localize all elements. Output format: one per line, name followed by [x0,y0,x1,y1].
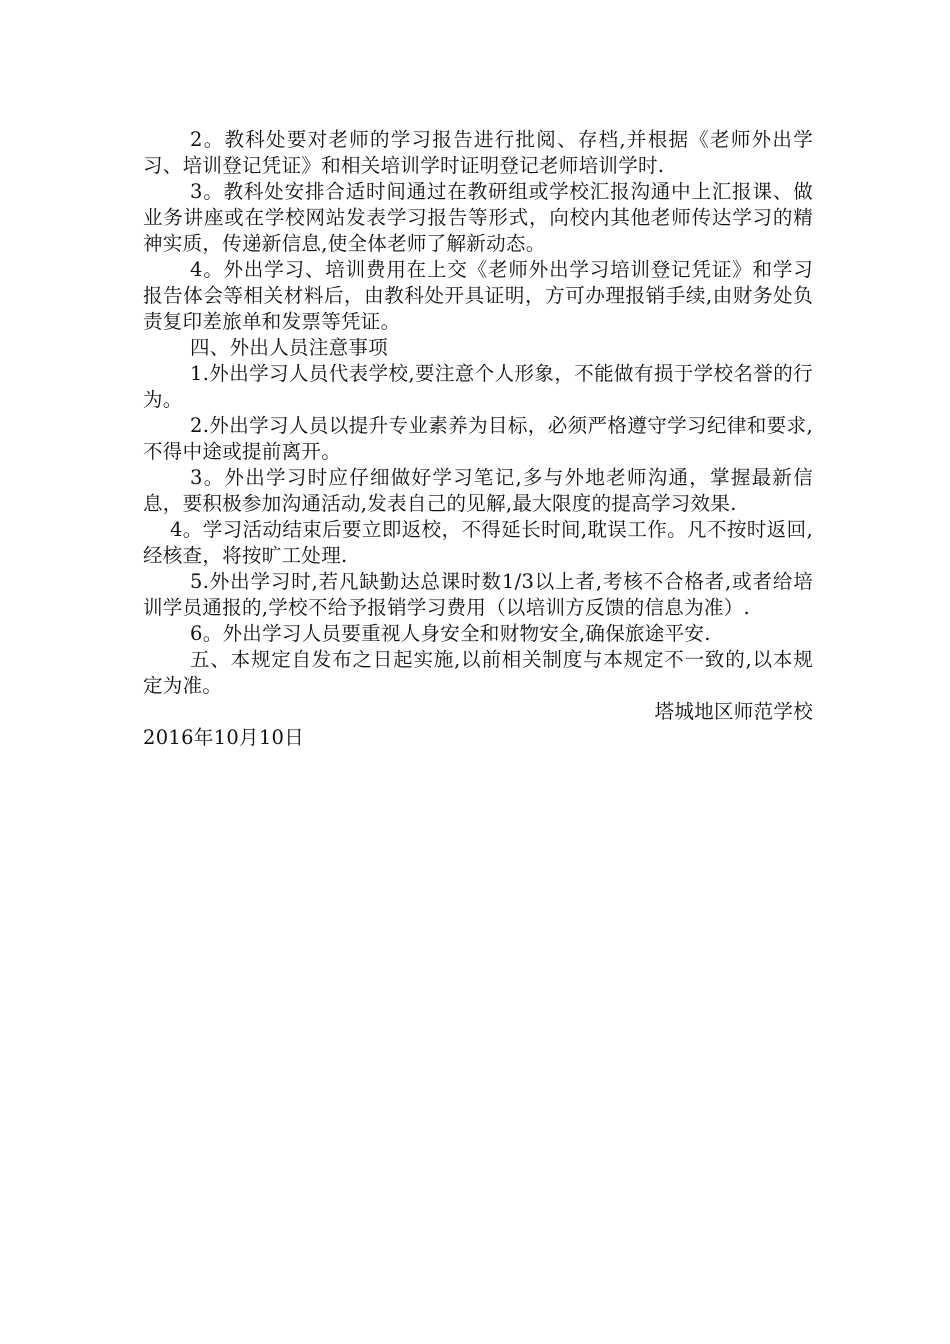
note-1-school-image: 1.外出学习人员代表学校,要注意个人形象，不能做有损于学校名誉的行为。 [143,362,813,411]
paragraph-3-report-sharing: 3。教科处安排合适时间通过在教研组或学校汇报沟通中上汇报课、做业务讲座或在学校网站发表学习报告等形式，向校内其他老师传达学习的精神实质，传递新信息,使全体老师了解新动态。 [143,180,813,255]
section-5-effective-date: 五、本规定自发布之日起实施,以前相关制度与本规定不一致的,以本规定为准。 [143,648,813,697]
signature-school-name: 塔城地区师范学校 [654,700,813,723]
note-3-study-notes: 3。外出学习时应仔细做好学习笔记,多与外地老师沟通，掌握最新信息，要积极参加沟通活动,发表自己的见解,最大限度的提高学习效果. [143,466,813,515]
section-heading-4-notes: 四、外出人员注意事项 [190,336,389,359]
note-2-discipline: 2.外出学习人员以提升专业素养为目标，必须严格遵守学习纪律和要求,不得中途或提前离开。 [143,414,813,463]
document-body [143,127,813,751]
note-6-safety: 6。外出学习人员要重视人身安全和财物安全,确保旅途平安. [190,622,711,645]
paragraph-2-report-review: 2。教科处要对老师的学习报告进行批阅、存档,并根据《老师外出学习、培训登记凭证》和相关培训学时证明登记老师培训学时. [143,128,813,177]
note-4-return-school: 4。学习活动结束后要立即返校，不得延长时间,耽误工作。凡不按时返回,经核查，将按旷工处理. [143,518,813,567]
paragraph-4-reimbursement: 4。外出学习、培训费用在上交《老师外出学习培训登记凭证》和学习报告体会等相关材料后，由教科处开具证明，方可办理报销手续,由财务处负责复印差旅单和发票等凭证。 [143,258,813,333]
document-date: 2016年10月10日 [143,726,305,749]
note-5-attendance: 5.外出学习时,若凡缺勤达总课时数1/3以上者,考核不合格者,或者给培训学员通报的,学校不给予报销学习费用（以培训方反馈的信息为准）. [143,570,813,619]
